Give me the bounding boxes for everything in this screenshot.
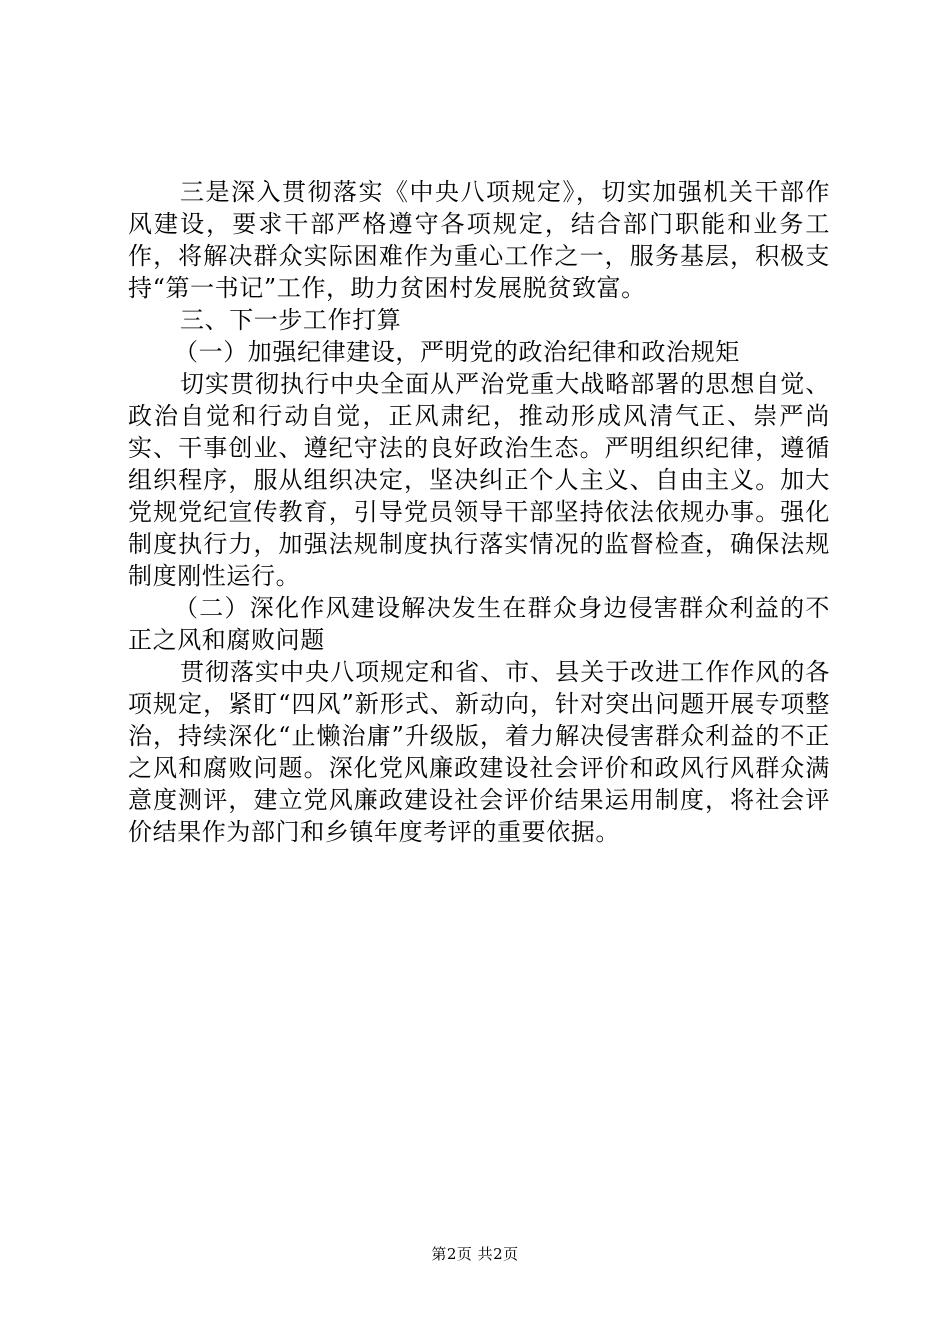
- document-body: [128, 176, 830, 848]
- subheading-work-style: （二）深化作风建设解决发生在群众身边侵害群众利益的不正之风和腐败问题: [128, 594, 830, 654]
- page-footer: 第2页 共2页: [431, 1245, 519, 1263]
- paragraph-discipline: 切实贯彻执行中央全面从严治党重大战略部署的思想自觉、政治自觉和行动自觉，正风肃纪，推动形成风清气正、崇严尚实、干事创业、遵纪守法的良好政治生态。严明组织纪律，遵循组织程序，服从组织决定，坚决纠正个人主义、自由主义。加大党规党纪宣传教育，引导党员领导干部坚持依法依规办事。强化制度执行力，加强法规制度执行落实情况的监督检查，确保法规制度刚性运行。: [128, 370, 830, 590]
- paragraph-third-measure: 三是深入贯彻落实《中央八项规定》，切实加强机关干部作风建设，要求干部严格遵守各项规定，结合部门职能和业务工作，将解决群众实际困难作为重心工作之一，服务基层，积极支持“第一书记”工作，助力贫困村发展脱贫致富。: [128, 178, 830, 302]
- paragraph-work-style: 贯彻落实中央八项规定和省、市、县关于改进工作作风的各项规定，紧盯“四风”新形式、新动向，针对突出问题开展专项整治，持续深化“止懒治庸”升级版，着力解决侵害群众利益的不正之风和腐败问题。深化党风廉政建设社会评价和政风行风群众满意度测评，建立党风廉政建设社会评价结果运用制度，将社会评价结果作为部门和乡镇年度考评的重要依据。: [128, 658, 830, 846]
- section-heading-next-steps: 三、下一步工作打算: [180, 306, 402, 334]
- subheading-discipline: （一）加强纪律建设，严明党的政治纪律和政治规矩: [174, 338, 740, 366]
